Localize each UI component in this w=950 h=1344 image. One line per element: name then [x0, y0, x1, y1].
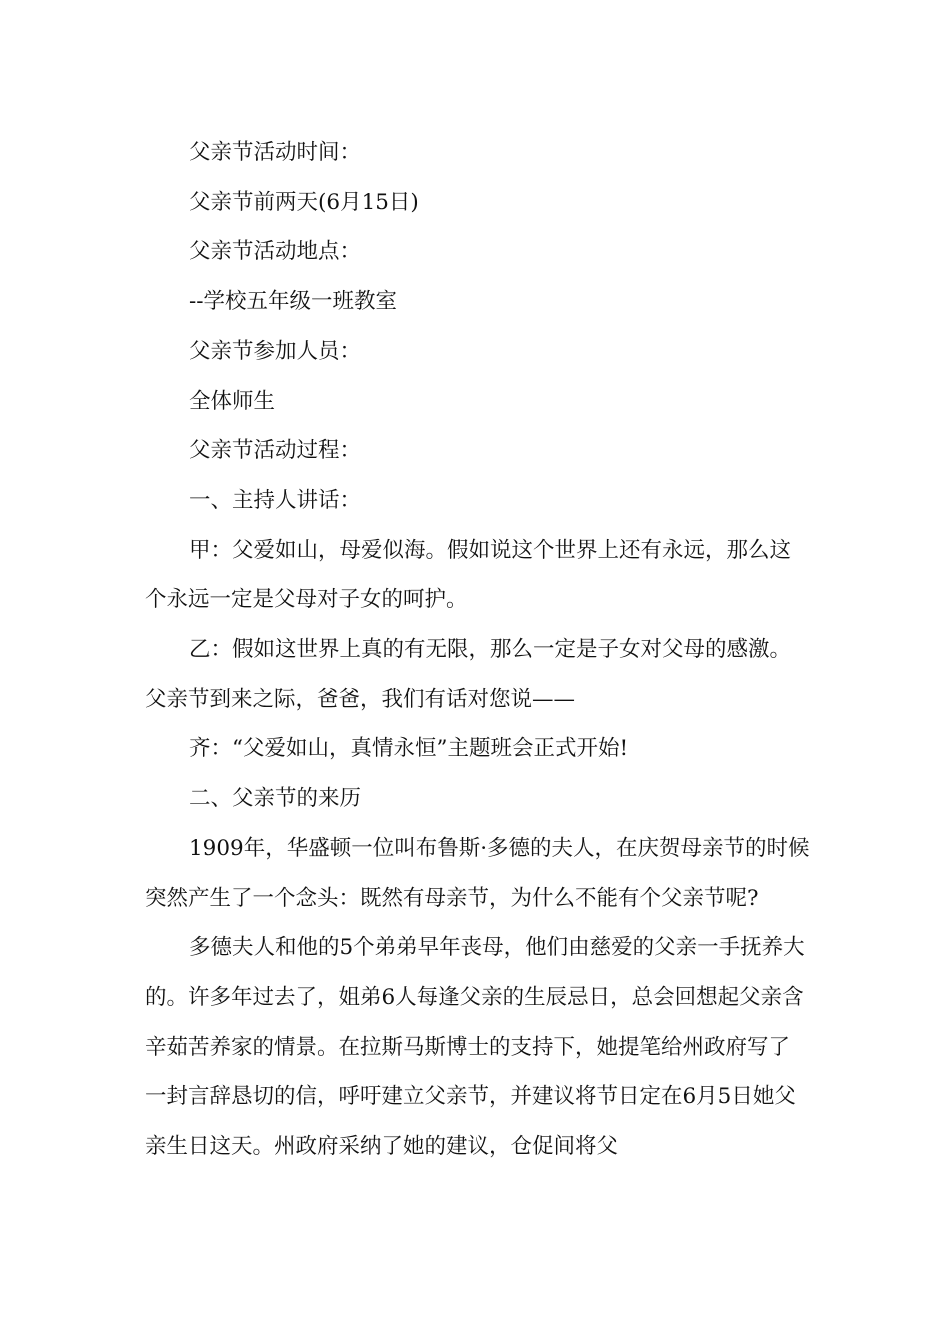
- paragraph-origin-heading: 二、父亲节的来历: [189, 786, 362, 812]
- paragraph-activity-time: 父亲节前两天(6月15日): [189, 189, 419, 215]
- paragraph-activity-location: --学校五年级一班教室: [189, 289, 398, 315]
- paragraph-host-speech-heading: 一、主持人讲话：: [189, 487, 362, 513]
- paragraph-activity-location-heading: 父亲节活动地点：: [189, 239, 362, 265]
- paragraph-origin-1909: 1909年，华盛顿一位叫布鲁斯·多德的夫人，在庆贺母亲节的时候突然产生了一个念头：既然有母亲节，为什么不能有个父亲节呢?: [145, 835, 810, 911]
- paragraph-host-b: 乙：假如这世界上真的有无限，那么一定是子女对父母的感激。父亲节到来之际，爸爸，我们有话对您说——: [145, 637, 792, 712]
- paragraph-together: 齐：“父爱如山，真情永恒”主题班会正式开始!: [189, 736, 629, 762]
- paragraph-origin-dodd: 多德夫人和他的5个弟弟早年丧母，他们由慈爱的父亲一手抚养大的。许多年过去了，姐弟6人每逢父亲的生辰忌日，总会回想起父亲含辛茹苦养家的情景。在拉斯马斯博士的支持下，她提笔给州政府写了一封言辞恳切的信，呼吁建立父亲节，并建议将节日定在6月5日她父亲生日这天。州政府采纳了她的建议，仓促间将父: [145, 935, 805, 1160]
- paragraph-participants-heading: 父亲节参加人员：: [189, 338, 362, 364]
- paragraph-activity-time-heading: 父亲节活动时间：: [189, 140, 362, 165]
- paragraph-host-a: 甲：父爱如山，母爱似海。假如说这个世界上还有永远，那么这个永远一定是父母对子女的呵护。: [145, 537, 792, 613]
- document-body: [145, 128, 810, 1172]
- paragraph-participants: 全体师生: [189, 388, 276, 414]
- paragraph-process-heading: 父亲节活动过程：: [189, 438, 362, 464]
